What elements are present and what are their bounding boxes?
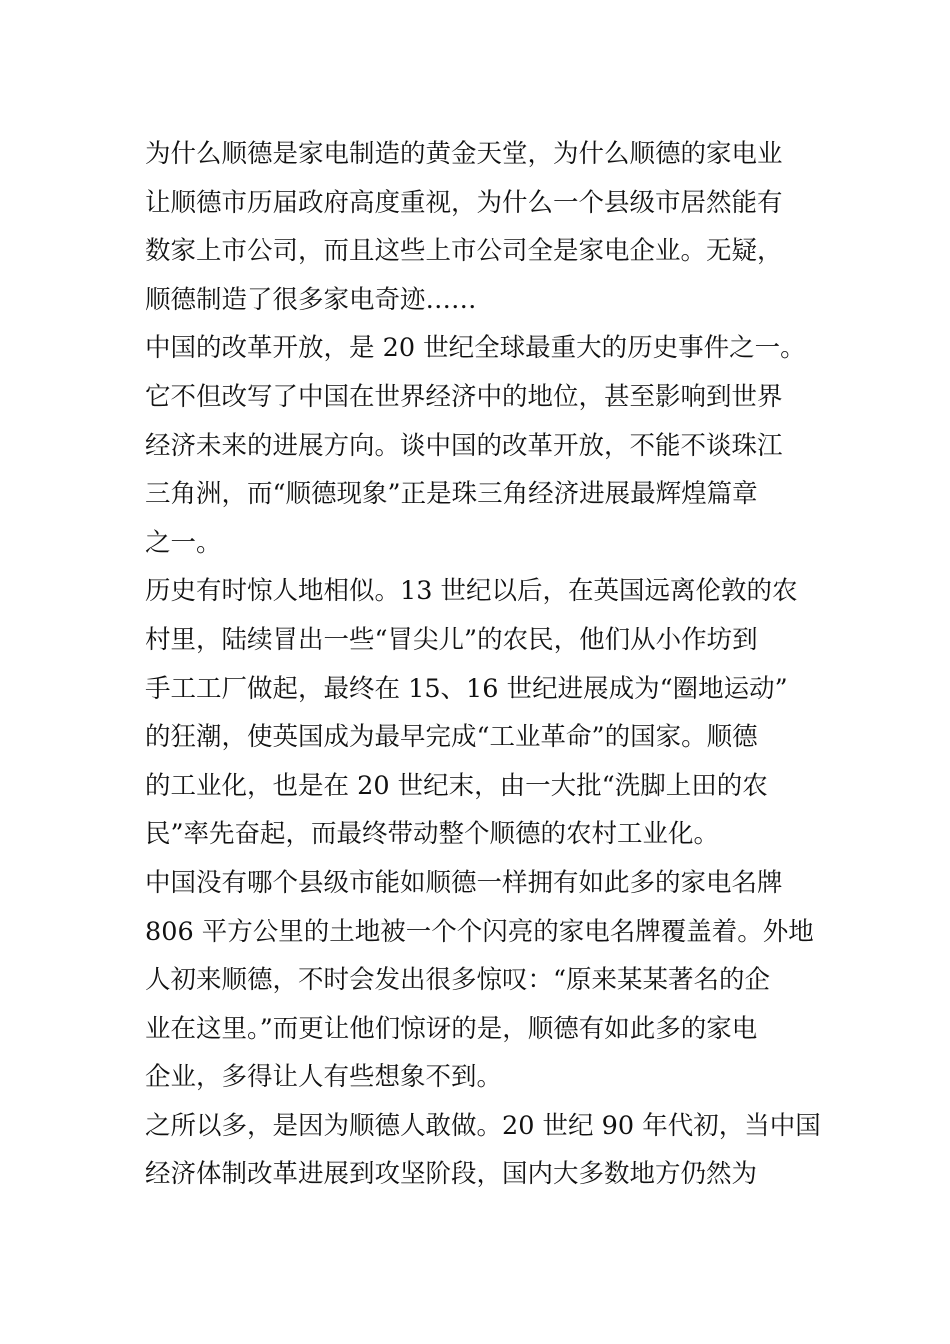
text-line: 它不但改写了中国在世界经济中的地位，甚至影响到世界: [145, 381, 783, 412]
document-body: [145, 130, 821, 1199]
text-line: 的狂潮，使英国成为最早完成“工业革命”的国家。顺德: [145, 722, 758, 753]
text-line: 经济体制改革进展到攻坚阶段，国内大多数地方仍然为: [145, 1159, 758, 1190]
text-line: 人初来顺德，不时会发出很多惊叹：“原来某某著名的企: [145, 965, 771, 996]
text-line: 顺德制造了很多家电奇迹……: [145, 284, 477, 315]
text-line: 让顺德市历届政府高度重视，为什么一个县级市居然能有: [145, 187, 783, 218]
text-line: 历史有时惊人地相似。13 世纪以后，在英国远离伦敦的农: [145, 576, 798, 607]
text-line: 村里，陆续冒出一些“冒尖儿”的农民，他们从小作坊到: [145, 624, 758, 655]
text-line: 民”率先奋起，而最终带动整个顺德的农村工业化。: [145, 819, 720, 850]
text-line: 806 平方公里的土地被一个个闪亮的家电名牌覆盖着。外地: [145, 916, 814, 947]
text-line: 业在这里。”而更让他们惊讶的是，顺德有如此多的家电: [145, 1013, 758, 1044]
text-line: 的工业化，也是在 20 世纪末，由一大批“洗脚上田的农: [145, 770, 768, 801]
text-line: 经济未来的进展方向。谈中国的改革开放，不能不谈珠江: [145, 430, 783, 461]
text-line: 之所以多，是因为顺德人敢做。20 世纪 90 年代初，当中国: [145, 1110, 821, 1141]
text-line: 企业，多得让人有些想象不到。: [145, 1062, 503, 1093]
text-line: 中国的改革开放，是 20 世纪全球最重大的历史事件之一。: [145, 333, 806, 364]
text-line: 中国没有哪个县级市能如顺德一样拥有如此多的家电名牌: [145, 867, 783, 898]
text-line: 手工工厂做起，最终在 15、16 世纪进展成为“圈地运动”: [145, 673, 788, 704]
text-line: 为什么顺德是家电制造的黄金天堂，为什么顺德的家电业: [145, 139, 783, 169]
text-line: 数家上市公司，而且这些上市公司全是家电企业。无疑，: [145, 236, 783, 267]
text-line: 三角洲，而“顺德现象”正是珠三角经济进展最辉煌篇章: [145, 479, 758, 510]
text-line: 之一。: [145, 527, 222, 558]
